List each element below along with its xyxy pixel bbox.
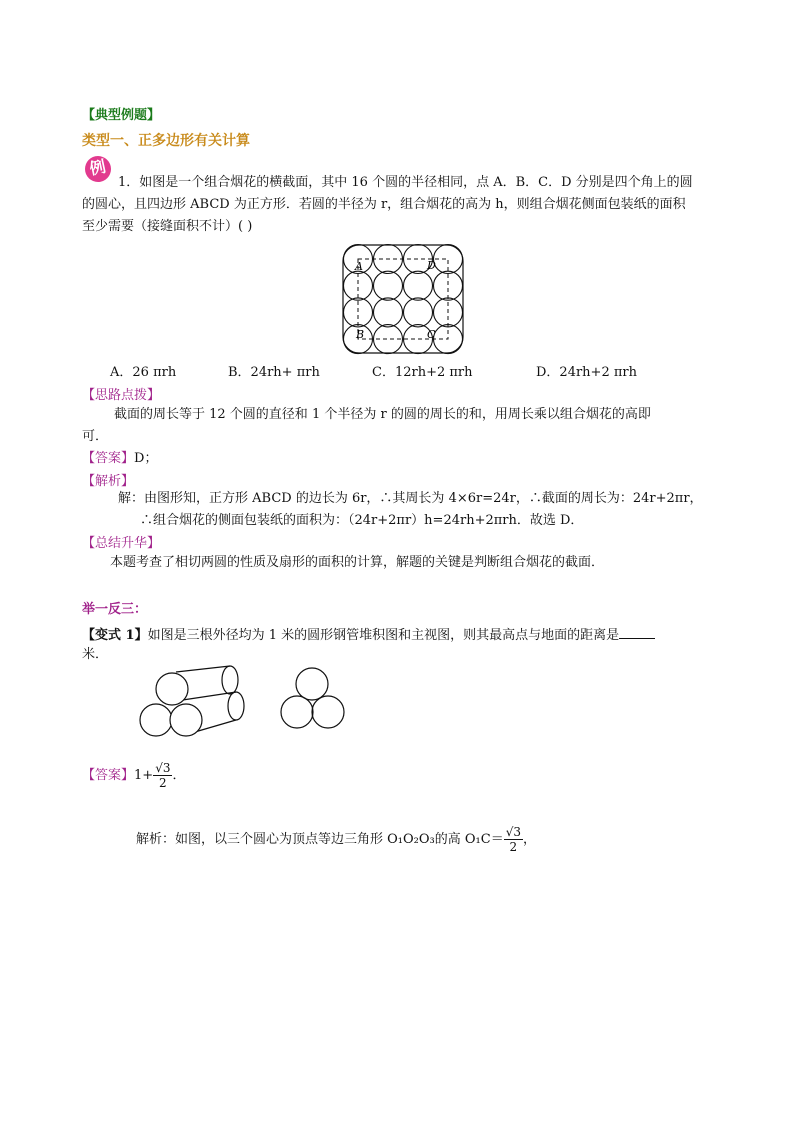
analysis-2-text: 解析：如图，以三个圆心为顶点等边三角形 O₁O₂O₃的高 O₁C＝ xyxy=(136,832,504,847)
firework-cross-section-figure xyxy=(340,242,466,356)
analysis-2-den: 2 xyxy=(509,840,518,854)
pipe-right-back-end xyxy=(228,692,244,720)
pipe-edge xyxy=(176,666,230,672)
answer-2-den: 2 xyxy=(159,776,167,790)
analysis-2 xyxy=(136,822,536,858)
tips-label: 【思路点拨】 xyxy=(82,388,161,403)
firework-circle xyxy=(404,271,433,300)
firework-circle xyxy=(374,271,403,300)
summary-label: 【总结升华】 xyxy=(82,536,161,551)
front-view-top-circle xyxy=(296,668,328,700)
question-line-3: 至少需要（接缝面积不计）( ) xyxy=(82,219,253,234)
analysis-2-suffix: ， xyxy=(522,832,536,847)
pipe-left-front xyxy=(140,704,172,736)
option-c: C．12rh+2 πrh xyxy=(372,365,473,380)
variant-heading: 举一反三： xyxy=(82,602,148,617)
analysis-line-2: ∴组合烟花的侧面包装纸的面积为：（24r+2πr）h=24rh+2πrh．故选 D． xyxy=(140,513,584,528)
section-heading: 【典型例题】 xyxy=(82,108,161,123)
pipe-top-back-end xyxy=(222,666,238,694)
front-view-left-circle xyxy=(281,696,313,728)
pipe-right-front xyxy=(170,704,202,736)
steel-pipes-3d-figure xyxy=(136,664,252,740)
option-b: B．24rh+ πrh xyxy=(228,365,320,380)
option-a: A．26 πrh xyxy=(110,365,177,380)
tips-line-1: 截面的周长等于 12 个圆的直径和 1 个半径为 r 的圆的周长的和，用周长乘以组合烟花的高即 xyxy=(114,407,651,422)
label-d: D xyxy=(427,259,436,272)
example-badge: 例 xyxy=(83,154,114,185)
answer-blank xyxy=(619,624,655,639)
question-line-2: 的圆心，且四边形 ABCD 为正方形．若圆的半径为 r，组合烟花的高为 h，则组合烟花侧面包装纸的面积 xyxy=(82,197,686,212)
question-line-1: 1．如图是一个组合烟花的横截面，其中 16 个圆的半径相同，点 A．B．C．D 分别是四个角上的圆 xyxy=(118,175,693,190)
analysis-2-num: √3 xyxy=(505,825,521,839)
variant-line-2: 米． xyxy=(82,647,109,662)
analysis-2-fraction xyxy=(504,825,523,854)
type-heading: 类型一、正多边形有关计算 xyxy=(82,133,250,149)
variant-label: 【变式 1】 xyxy=(82,628,148,643)
answer-2-suffix: ． xyxy=(172,768,186,783)
answer-value: D； xyxy=(134,451,158,466)
answer-2-fraction xyxy=(153,761,172,790)
label-a: A xyxy=(355,260,363,273)
variant-line-1 xyxy=(82,624,655,647)
label-b: B xyxy=(356,328,365,341)
answer-2-num: √3 xyxy=(155,761,171,775)
front-view-figure xyxy=(278,664,348,732)
firework-circle xyxy=(404,298,433,327)
summary-line-1: 本题考查了相切两圆的性质及扇形的面积的计算，解题的关键是判断组合烟花的截面． xyxy=(110,555,605,570)
tips-line-2: 可． xyxy=(82,429,109,444)
pipe-top-front xyxy=(156,673,188,705)
firework-circle xyxy=(374,298,403,327)
analysis-line-1: 解：由图形知，正方形 ABCD 的边长为 6r，∴其周长为 4×6r=24r，∴截面的周长为：24r+2πr， xyxy=(118,491,703,506)
option-d: D．24rh+2 πrh xyxy=(536,365,637,380)
answer-2-label: 【答案】 xyxy=(82,768,135,783)
variant-text: 如图是三根外径均为 1 米的圆形钢管堆积图和主视图，则其最高点与地面的距离是 xyxy=(147,628,620,643)
answer-1 xyxy=(82,448,157,470)
answer-label: 【答案】 xyxy=(82,451,135,466)
answer-2-prefix: 1+ xyxy=(134,768,154,783)
front-view-right-circle xyxy=(312,696,344,728)
answer-2 xyxy=(82,758,185,794)
analysis-label: 【解析】 xyxy=(82,474,135,489)
label-c: C xyxy=(427,328,436,341)
